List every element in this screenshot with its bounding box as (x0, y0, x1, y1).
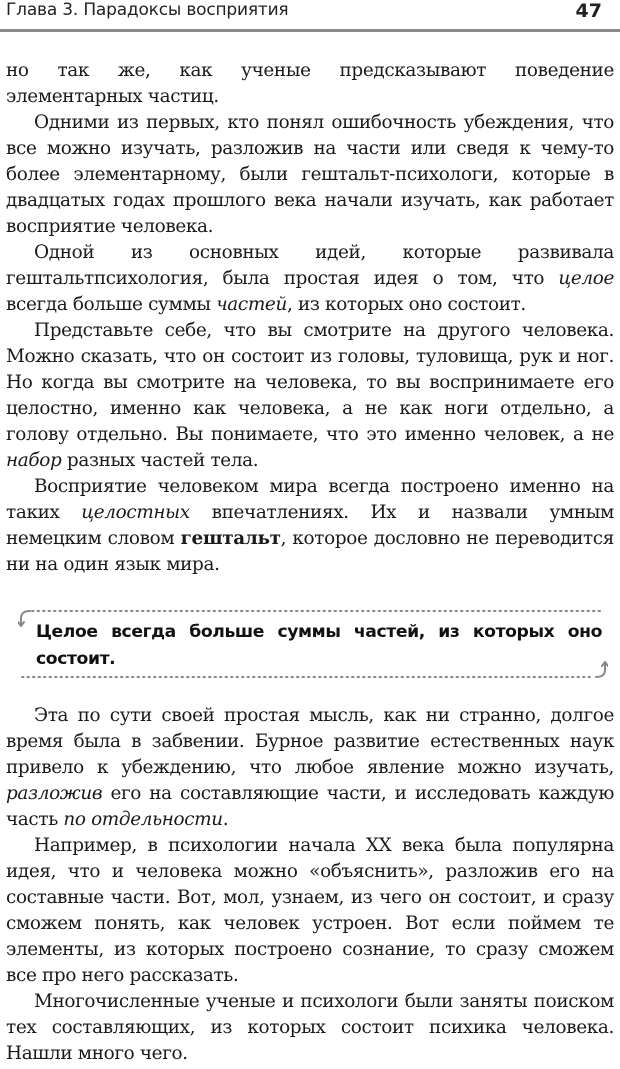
emphasis-parts: частей (216, 294, 287, 315)
text-block-bottom (6, 703, 614, 1067)
paragraph-5: Восприятие человеком мира всегда построено именно на таких целостных впечатлениях. Их и назвали умным немецким словом гештальт, которое дословно не переводится ни на один язык мира. (6, 476, 615, 575)
callout-corner-hook-icon (18, 611, 30, 626)
header-rule (0, 29, 620, 32)
paragraph-4: Представьте себе, что вы смотрите на другого человека. Можно сказать, что он состоит из головы, туловища, рук и ног. Но когда вы смотрите на человека, то вы воспринимаете его целостно, именно как человека, а не как ноги отдельно, а голову отдельно. Вы понимаете, что это именно человек, а не набор разных частей тела. (6, 320, 614, 471)
callout-box (18, 606, 608, 682)
text-block-top (6, 58, 614, 578)
emphasis-whole: целое (558, 268, 614, 289)
page-number: 47 (575, 0, 602, 22)
paragraph-7: Например, в психологии начала XX века была популярна идея, что и человека можно «объяснить», разложив его на составные части. Вот, мол, узнаем, из чего он состоит, и сразу сможем понять, как человек устроен. Вот если поймем те элементы, из которых построено сознание, то сразу сможем все про него рассказать. (6, 835, 614, 986)
paragraph-8: Многочисленные ученые и психологи были заняты поиском тех составляющих, из которых состоит психика человека. Нашли много чего. (6, 991, 614, 1064)
emphasis-set: набор (6, 450, 62, 471)
paragraph-2: Одними из первых, кто понял ошибочность убеждения, что все можно изучать, разложив на части или сведя к чему-то более элементарному, были гештальт-психологи, которые в двадцатых годах прошлого века начали изучать, как работает восприятие человека. (6, 112, 614, 237)
term-gestalt: гештальт (180, 528, 281, 549)
emphasis-decomposing: разложив (6, 783, 103, 804)
paragraph-3: Одной из основных идей, которые развивала гештальтпсихология, была простая идея о том, что целое всегда больше суммы частей, из которых оно состоит. (6, 242, 614, 315)
paragraph-1: но так же, как ученые предсказывают поведение элементарных частиц. (6, 60, 614, 107)
emphasis-separately: по отдельности (63, 809, 223, 830)
callout-text: Целое всегда больше суммы частей, из которых оно состоит. (36, 622, 602, 669)
emphasis-holistic: целостных (81, 502, 190, 523)
paragraph-6: Эта по сути своей простая мысль, как ни странно, долгое время была в забвении. Бурное развитие естественных наук привело к убеждению, что любое явление можно изучать, разложив его на составляющие части, и исследовать каждую часть по отдельности. (6, 705, 614, 830)
page-header (0, 0, 620, 34)
chapter-title: Глава 3. Парадоксы восприятия (6, 0, 289, 20)
